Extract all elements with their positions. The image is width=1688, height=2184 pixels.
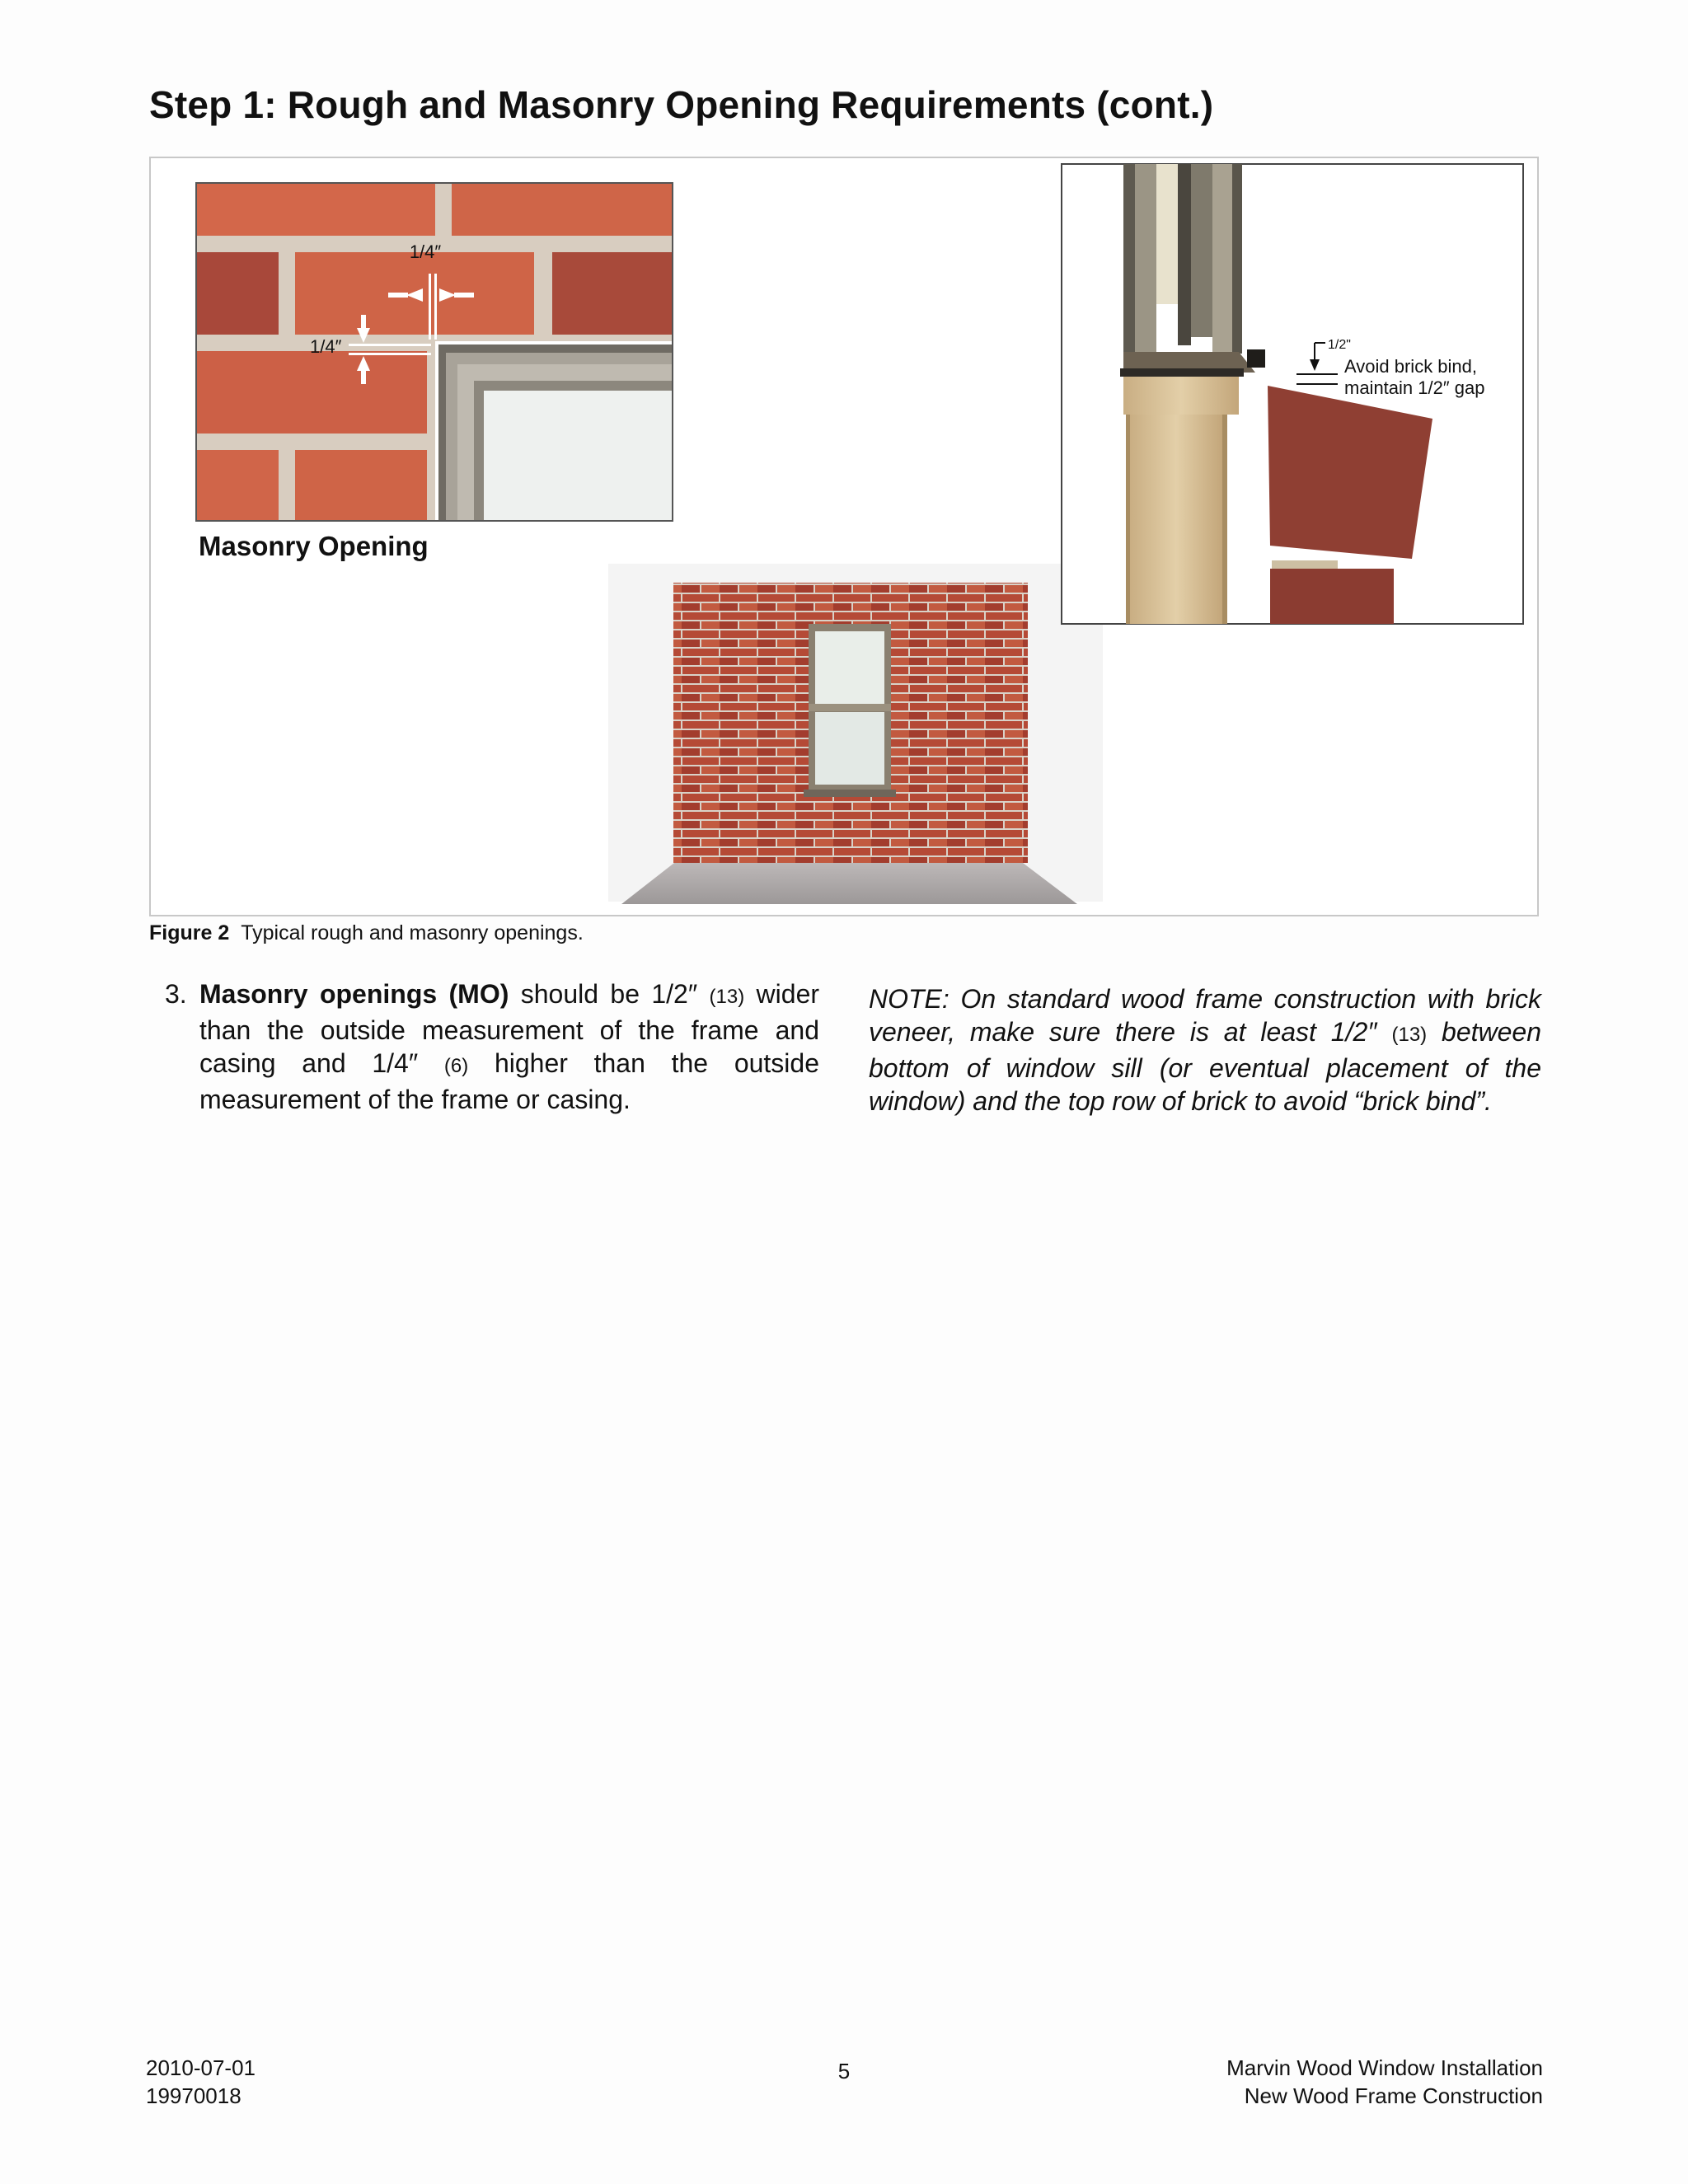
horizontal-gap-label: 1/4″ bbox=[409, 241, 442, 262]
figure-caption bbox=[149, 921, 584, 945]
note-metric: (13) bbox=[1391, 1024, 1428, 1046]
footer-manual-subtitle: New Wood Frame Construction bbox=[1244, 2083, 1543, 2108]
masonry-opening-detail bbox=[196, 183, 673, 561]
page-number: 5 bbox=[837, 2059, 851, 2083]
item-number: 3. bbox=[165, 979, 187, 1009]
sill-callout-line-2: maintain 1/2″ gap bbox=[1344, 377, 1485, 398]
figure-frame bbox=[149, 157, 1539, 916]
brick-bind-note bbox=[869, 982, 1541, 1118]
item-bold-term: Masonry openings (MO) bbox=[199, 979, 509, 1009]
footer-doc-number: 19970018 bbox=[146, 2083, 241, 2108]
footer-manual-title: Marvin Wood Window Installation bbox=[1226, 2055, 1543, 2080]
item-text-part: higher than the outside measurement of the frame or casing. bbox=[199, 1048, 820, 1114]
page-title: Step 1: Rough and Masonry Opening Requirements (cont.) bbox=[149, 83, 1214, 126]
wall-window bbox=[804, 624, 896, 797]
item-text-part: should be 1/2″ bbox=[509, 979, 710, 1009]
footer-right bbox=[1226, 2054, 1543, 2110]
item-text-part: wider than the outside measurement of the frame and casing and 1/4″ bbox=[199, 979, 820, 1078]
masonry-opening-label: Masonry Opening bbox=[199, 531, 429, 561]
figure-2-illustration bbox=[151, 158, 1537, 915]
note-text-part: between bottom of window sill (or eventual placement of the window) and the top row of brick to avoid “brick bind”. bbox=[869, 1017, 1542, 1116]
figure-caption-text: Typical rough and masonry openings. bbox=[241, 921, 584, 944]
metric-6: (6) bbox=[443, 1055, 469, 1077]
vertical-gap-label: 1/4″ bbox=[310, 336, 342, 357]
figure-caption-number: Figure 2 bbox=[149, 921, 230, 944]
brick-wall-illustration bbox=[608, 564, 1103, 904]
metric-13: (13) bbox=[709, 986, 745, 1008]
sill-section-detail bbox=[1062, 164, 1523, 624]
sill-callout-line-1: Avoid brick bind, bbox=[1344, 356, 1478, 377]
footer-date: 2010-07-01 bbox=[146, 2055, 256, 2080]
item-3-text bbox=[199, 977, 819, 1116]
note-text-part: NOTE: On standard wood frame construction with brick veneer, make sure there is at least 1/2″ bbox=[869, 984, 1541, 1047]
instruction-item-3 bbox=[165, 977, 820, 1116]
sill-gap-label: 1/2" bbox=[1328, 338, 1351, 352]
